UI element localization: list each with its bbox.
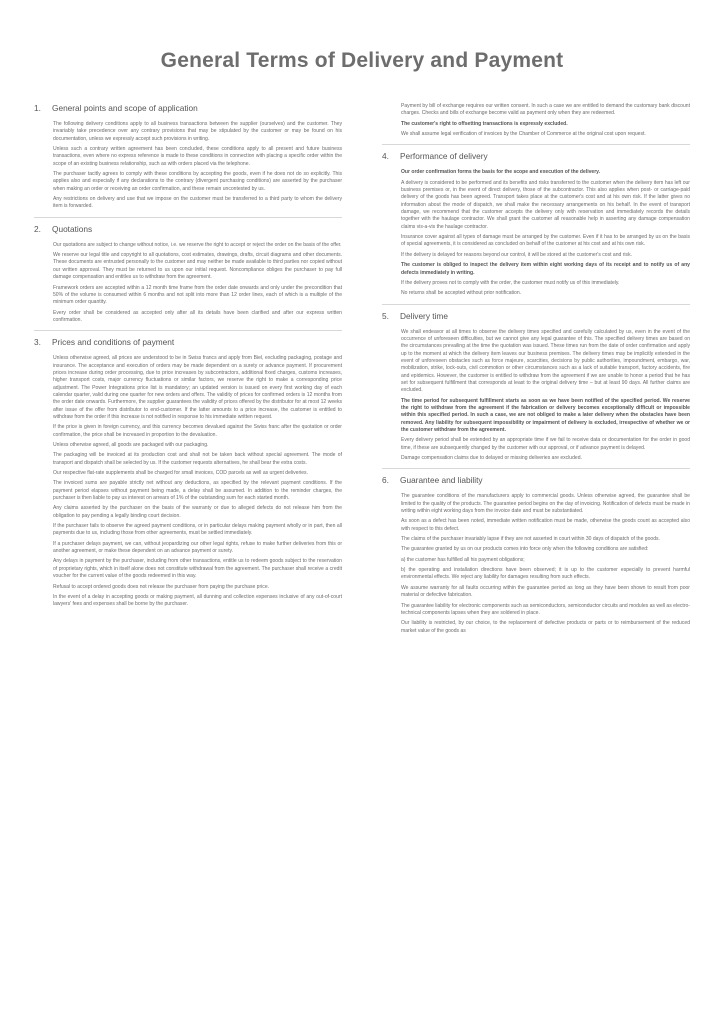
paragraph: The customer's right to offsetting transactions is expressly excluded.: [401, 120, 568, 127]
paragraph: The packaging will be invoiced at its production cost and shall not be taken back without special agreement. The mode of transport and dispatch shall be selected by us. If the customer requests alternatives, he shall bear the extra costs.: [53, 452, 342, 466]
section: [382, 468, 690, 635]
paragraph: We reserve our legal title and copyright to all quotations, cost estimates, drawings, drafts, circuit diagrams and other documents. These documents are entrusted personally to the customer and may neither be made available to third parties nor copied without our written approval. They must be returned to us upon our initial request. Noncompliance obliges the purchaser to pay full damage compensation and entitles us to withdraw from the agreement.: [53, 252, 342, 281]
section-heading: [382, 468, 690, 485]
paragraph: If the delivery is delayed for reasons beyond our control, it will be stored at the customer's cost and risk.: [401, 251, 632, 258]
paragraph: Damage compensation claims due to delayed or missing deliveries are excluded.: [401, 455, 582, 462]
paragraph: The customer is obliged to inspect the delivery item within eight working days of its receipt and to notify us of any defects immediately in writing.: [401, 262, 690, 276]
paragraph: Framework orders are accepted within a 12 month time frame from the order date onwards and only under the precondition that 50% of the volume is consumed within 6 months and not split into more than 12 order lines, each of which is a multiple of the minimum order quantity.: [53, 284, 342, 306]
paragraph: Every order shall be considered as accepted only after all its details have been clarified and after our express written confirmation.: [53, 309, 342, 323]
section-title: Prices and conditions of payment: [52, 337, 175, 348]
section-number: 3.: [34, 337, 41, 348]
paragraph: We shall endeavor at all times to observe the delivery times specified and carefully calculated by us, even in the event of the occurrence of unforeseen difficulties, but we cannot give any legal guarantee of this. The specified delivery times are based on the circumstances prevailing at the time the quotation was issued. These times run from the date of order confirmation and apply up to the moment at which the delivery item leaves our business premises. The delivery times may be implicitly extended in the event of unforeseen obstacles such as force majeure, scarcities, decisions by public authorities, impoundment, embargo, war, mobilization, strike, lock-outs, civil commotion or other circumstances such as a lack of suitable transport, factory accidents, fire and epidemics. However, the customer is entitled to withdraw from the agreement if we are unable to honor a period that he has set for subsequent fulfillment that corresponds at least to the original delivery time – but at least 90 days. All further claims are excluded.: [401, 328, 690, 394]
paragraph: a) the customer has fulfilled all his payment obligations;: [401, 556, 525, 563]
paragraph: The guarantee liability for electronic components such as semiconductors, semiconductor circuits and modules as well as electro-technical components lapses when they are soldered in place.: [401, 602, 690, 616]
paragraph: Unless otherwise agreed, all goods are packaged with our packaging.: [53, 442, 209, 448]
paragraph: Unless otherwise agreed, all prices are understood to be in Swiss francs and apply from Biel, excluding packaging, postage and insurance. The acceptance and execution of orders may be made dependent on a surety or advance payment. If procurement prices increase during order processing, due to price increases by subcontractors, additional fixed charges, customs increases, higher transport costs, major currency fluctuations or similar factors, we reserve the right to make a corresponding price adjustment. The Power Integrations price list is mandatory; an updated version is issued on every first working day of each calendar quarter, valid during one quarter for new orders and offers. The validity of prices for confirmed orders is 12 months from the order date onwards. Furthermore, the supplier guarantees the validity of prices offered by the distributor for at most 12 weeks after issue of the offer from distributor to end-customer. If the latter amounts to a price increase, the customer is entitled to withdraw from the order if this increase is not notified in response to his immediate written request.: [53, 355, 342, 420]
paragraph: Unless such a contrary written agreement has been concluded, these conditions apply to all present and future business transactions, even where no express reference is made to these conditions in connection with placing a specific order within the scope of an existing business relationship, such as with orders placed via the telephone.: [53, 146, 342, 167]
paragraph: If a purchaser delays payment, we can, without jeopardizing our other legal rights, refuse to make further deliveries from this or another agreement, or make these dependent on an advance payment or surety.: [53, 540, 342, 555]
section-title: Guarantee and liability: [400, 475, 483, 486]
paragraph: A delivery is considered to be performed and its benefits and risks transferred to the customer when the delivery item has left our business premises or, in the event of direct delivery, those of the subcontractor. This also applies when post- or carriage-paid delivery of the goods has been agreed. Transport takes place at the customer's cost and at his own risk. If the latter gives no information about the mode of dispatch, we shall make the necessary arrangements on his behalf. In the event of transport damage, we recommend that the customer accepts the delivery only with reservation and immediately records the details together with the haulage contractor. We shall grant the customer all reasonable help in asserting any damage compensation claims vis-a-vis the haulage contractor.: [401, 179, 690, 230]
section-number: 1.: [34, 103, 41, 113]
paragraph: We shall assume legal verification of invoices by the Chamber of Commerce at the original cost upon request.: [401, 131, 646, 138]
paragraph: Our order confirmation forms the basis for the scope and execution of the delivery.: [401, 169, 601, 176]
paragraph: The time period for subsequent fulfillment starts as soon as we have been notified of the specified period. We reserve the right to withdraw from the agreement if the fabrication or delivery becomes exceptionally difficult or impossible within this specified period. In such a case, we are not obliged to make a later delivery when the obstacles have been removed. Any liability for subsequent impossibility or impairment of delivery is excluded, irrespective of whether we or the customer withdraw from the agreement.: [401, 397, 690, 433]
section-number: 2.: [34, 223, 41, 234]
section-number: 6.: [382, 475, 389, 486]
columns: [34, 103, 690, 641]
section-heading: [34, 330, 342, 347]
paragraph: If the price is given in foreign currency, and this currency becomes devalued against the Swiss franc after the quotation or order confirmation, the price shall be increased in proportion to the devaluation.: [53, 424, 342, 438]
paragraph: As soon as a defect has been noted, immediate written notification must be made, otherwise the goods count as accepted also with respect to this defect.: [401, 518, 690, 532]
paragraph: Refusal to accept ordered goods does not release the purchaser from paying the purchase price.: [53, 583, 270, 590]
section: [382, 144, 690, 297]
paragraph: The claims of the purchaser invariably lapse if they are not asserted in court within 30 days of dispatch of the goods.: [401, 536, 660, 543]
paragraph: Insurance cover against all types of damage must be arranged by the customer. Even if it has to be arranged by us on the basis of special agreements, it is considered as concluded on behalf of the customer at his cost and at his own risk.: [401, 234, 690, 248]
section-number: 4.: [382, 151, 389, 162]
section-heading: [34, 103, 342, 113]
paragraph: The following delivery conditions apply to all business transactions between the supplier (ourselves) and the customer. They invariably take precedence over any contrary provisions that may be stipulated by the customer or may be found on his documentation, unless we expressly accept such provisions in writing.: [53, 121, 342, 142]
document-title: General Terms of Delivery and Payment: [160, 49, 564, 72]
section-continuation: [382, 103, 690, 138]
section-heading: [382, 304, 690, 321]
paragraph: We assume warranty for all faults occurring within the guarantee period as long as they have been shown to result from poor material or defective fabrication.: [401, 584, 690, 599]
section: [34, 103, 342, 211]
section-heading: [34, 217, 342, 234]
section-title: General points and scope of application: [52, 103, 198, 113]
paragraph: Any delays in payment by the purchaser, including from other transactions, entitle us to redeem goods subject to the reservation of proprietary rights, which in itself alone does not constitute withdrawal from the agreement. The purchaser shall receive a credit voucher for the current value of the goods redeemed in this way.: [53, 558, 342, 580]
paragraph: The guarantee conditions of the manufacturers apply to commercial goods. Unless otherwise agreed, the guarantee shall be limited to the quality of the products. The guarantee period begins on the day of invoicing. Notification of defects must be made in writing within eight working days from the invoice date and must be substantiated.: [401, 493, 690, 515]
section-title: Performance of delivery: [400, 151, 488, 162]
right-column: [382, 103, 690, 641]
paragraph: Our liability is restricted, by our choice, to the replacement of defective products or parts or to reimbursement of the reduced market value of the goods as: [401, 620, 690, 634]
paragraph: If the delivery proves not to comply with the order, the customer must notify us of this immediately.: [401, 279, 620, 286]
paragraph: The purchaser tacitly agrees to comply with these conditions by accepting the goods, even if he does not do so explicitly. This applies also and especially if any declarations to the contrary (divergent purchasing conditions) are asserted by the purchaser when making an order or receiving an order confirmation, and these remain uncontested by us.: [53, 171, 342, 192]
paragraph: The guarantee granted by us on our products comes into force only when the following conditions are satisfied:: [401, 546, 649, 553]
paragraph: Payment by bill of exchange requires our written consent. In such a case we are entitled to demand the customary bank discount charges. Checks and bills of exchange become valid as payment only when they are redeemed.: [401, 103, 690, 117]
paragraph: Our respective flat-rate supplements shall be charged for small invoices, COD parcels as well as urgent deliveries.: [53, 470, 308, 477]
paragraph: Every delivery period shall be extended by an appropriate time if we fail to receive data or documentation for the order in good time, if these are subsequently changed by the customer with our approval, or if advance payment is delayed.: [401, 437, 690, 451]
paragraph: If the purchaser fails to observe the agreed payment conditions, or in particular delays making payment wholly or in part, then all payments due to us, including those from other agreements, must be settled immediately.: [53, 523, 342, 537]
paragraph: Any restrictions on delivery and use that we impose on the customer must be transferred to a third party to whom the delivery item is forwarded.: [53, 196, 342, 210]
section: [34, 330, 342, 608]
section: [382, 304, 690, 463]
paragraph: The invoiced sums are payable strictly net without any deductions, as specified by the relevant payment conditions. If the payment period elapses without payment being made, a delay shall be assumed. In addition to the reminder charges, the purchaser is then liable to pay us interest on arrears of 1% of the outstanding sum for each started month.: [53, 480, 342, 502]
paragraph: b) the operating and installation directions have been observed; it is up to the customer especially to prevent harmful environmental effects. We reject any liability for damages resulting from such effects.: [401, 567, 690, 581]
paragraph: No returns shall be accepted without prior notification.: [401, 290, 522, 297]
paragraph: In the event of a delay in accepting goods or making payment, all dunning and collection expenses inclusive of any out-of-court lawyers' fees and expenses shall be borne by the purchaser.: [53, 593, 342, 608]
section-title: Delivery time: [400, 310, 448, 321]
paragraph: Any claims asserted by the purchaser on the basis of the warranty or due to alleged defects do not release him from the obligation to pay pending a legally binding court decision.: [53, 505, 342, 519]
paragraph: Our quotations are subject to change without notice, i.e. we reserve the right to accept or reject the order on the basis of the offer.: [53, 241, 342, 248]
left-column: [34, 103, 342, 641]
section-number: 5.: [382, 310, 389, 321]
section: [34, 217, 342, 324]
section-title: Quotations: [52, 223, 93, 234]
section-heading: [382, 144, 690, 161]
